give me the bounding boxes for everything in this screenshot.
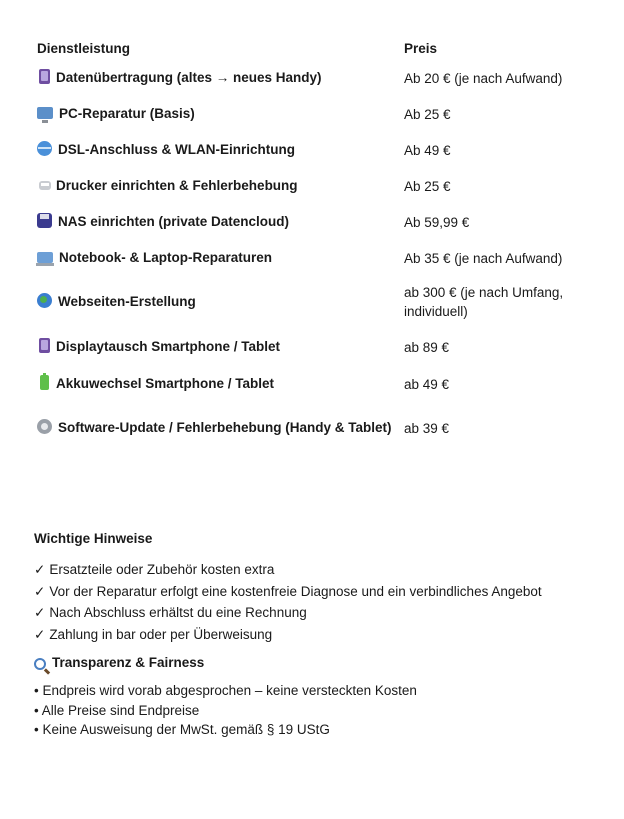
service-label: DSL-Anschluss & WLAN-Einrichtung (58, 142, 295, 157)
bullet-list (34, 681, 594, 740)
table-row (34, 328, 594, 366)
desktop-computer-icon (37, 107, 53, 119)
service-cell (34, 60, 401, 96)
price-table (34, 36, 594, 454)
service-label: NAS einrichten (private Datencloud) (58, 214, 290, 229)
service-label: Displaytausch Smartphone / Tablet (56, 339, 281, 354)
table-row (34, 276, 594, 328)
gear-icon (37, 419, 52, 434)
service-label: PC-Reparatur (Basis) (59, 106, 195, 121)
table-row (34, 402, 594, 454)
check-mark-icon: ✓ (34, 626, 46, 642)
list-item (34, 624, 594, 646)
printer-icon (39, 181, 51, 190)
globe-earth-icon (37, 293, 52, 308)
floppy-disk-icon (37, 213, 52, 228)
list-item: • Alle Preise sind Endpreise (34, 702, 200, 718)
price-cell: ab 49 € (404, 376, 450, 392)
price-cell: ab 39 € (404, 420, 450, 436)
table-row (34, 366, 594, 402)
price-cell: Ab 49 € (404, 142, 451, 158)
list-item-text: Nach Abschluss erhältst du eine Rechnung (49, 605, 307, 620)
list-item: • Endpreis wird vorab abgesprochen – keine versteckten Kosten (34, 683, 417, 698)
check-list (34, 559, 594, 645)
list-item-text: Ersatzteile oder Zubehör kosten extra (49, 562, 275, 577)
price-cell: ab 89 € (404, 339, 450, 355)
globe-with-meridians-icon (37, 141, 52, 156)
laptop-icon (37, 252, 53, 263)
price-cell: ab 300 € (je nach Umfang, individuell) (404, 285, 564, 319)
service-label: Webseiten-Erstellung (58, 294, 196, 309)
notes-title: Wichtige Hinweise (34, 531, 153, 546)
price-cell: Ab 25 € (404, 106, 451, 122)
price-cell: Ab 59,99 € (404, 214, 470, 230)
table-row (34, 96, 594, 132)
mobile-phone-icon (39, 69, 50, 84)
table-row (34, 240, 594, 276)
price-cell: Ab 35 € (je nach Aufwand) (404, 250, 563, 266)
service-cell (34, 328, 401, 366)
table-header-row (34, 36, 594, 60)
service-label: Datenübertragung (altes → neues Handy) (56, 70, 322, 85)
battery-icon (40, 375, 49, 390)
check-mark-icon: ✓ (34, 562, 46, 577)
price-cell: Ab 20 € (je nach Aufwand) (404, 70, 563, 86)
list-item (34, 581, 594, 603)
list-item: • Keine Ausweisung der MwSt. gemäß § 19 UStG (34, 722, 330, 737)
service-label: Drucker einrichten & Fehlerbehebung (56, 178, 298, 193)
magnifying-glass-icon (34, 658, 46, 670)
transparency-heading (34, 653, 594, 672)
transparency-title: Transparenz & Fairness (52, 655, 205, 670)
service-label: Software-Update / Fehlerbehebung (Handy & Tablet) (58, 420, 392, 435)
service-cell (34, 96, 401, 132)
table-row (34, 132, 594, 168)
service-cell (34, 240, 401, 276)
service-cell (34, 168, 401, 204)
table-row (34, 60, 594, 96)
column-header-price: Preis (404, 40, 438, 56)
service-label: Notebook- & Laptop-Reparaturen (59, 250, 273, 265)
service-cell (34, 132, 401, 168)
service-cell (34, 402, 401, 454)
list-item (34, 602, 594, 624)
service-cell (34, 204, 401, 240)
list-item (34, 559, 594, 581)
list-item-text: Vor der Reparatur erfolgt eine kostenfreie Diagnose und ein verbindliches Angebot (49, 583, 542, 599)
table-row (34, 168, 594, 204)
price-cell: Ab 25 € (404, 178, 451, 194)
service-cell (34, 366, 401, 402)
check-mark-icon: ✓ (34, 605, 46, 620)
list-item-text: Zahlung in bar oder per Überweisung (49, 626, 273, 642)
table-row (34, 204, 594, 240)
service-label: Akkuwechsel Smartphone / Tablet (56, 376, 275, 391)
check-mark-icon: ✓ (34, 583, 46, 599)
notes-section (34, 529, 594, 740)
column-header-service: Dienstleistung (37, 40, 131, 56)
mobile-phone-icon (39, 338, 50, 353)
service-cell (34, 276, 401, 328)
